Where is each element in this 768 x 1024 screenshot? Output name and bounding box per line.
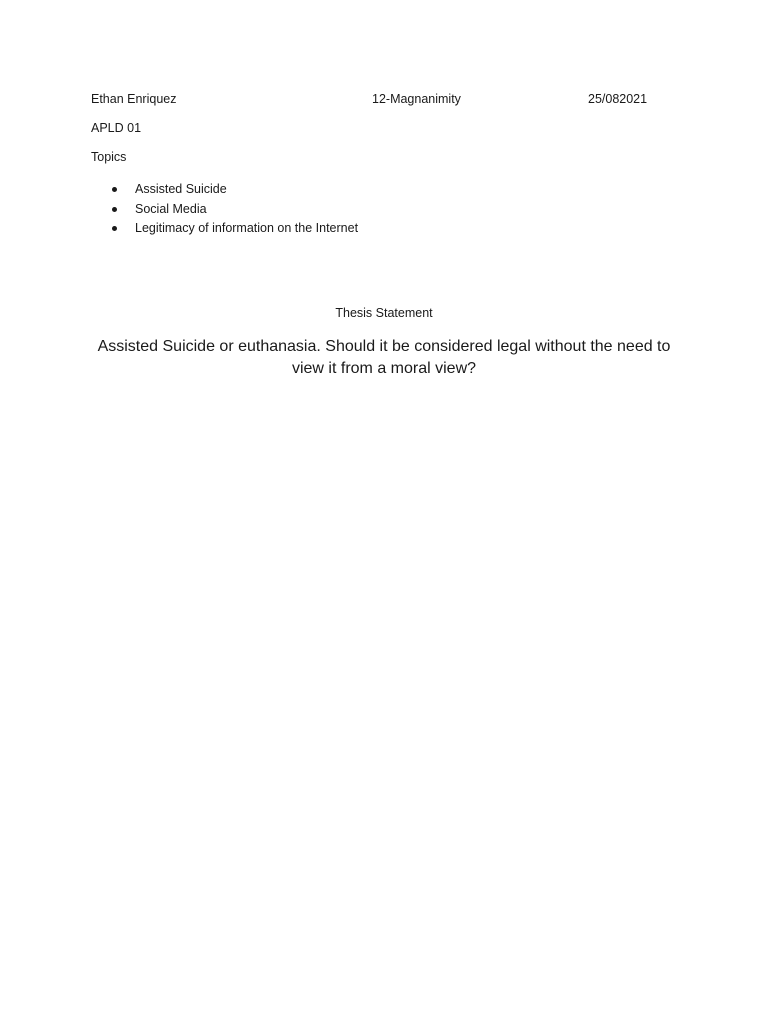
topic-label: Social Media (135, 201, 207, 216)
document-date: 25/082021 (588, 92, 648, 106)
bullet-icon (112, 207, 117, 212)
list-item (112, 219, 358, 239)
list-item (112, 180, 358, 200)
topics-heading: Topics (91, 150, 127, 164)
bullet-icon (112, 187, 117, 192)
document-header (91, 92, 691, 112)
student-section: 12-Magnanimity (372, 92, 461, 106)
thesis-heading: Thesis Statement (335, 306, 433, 320)
student-name: Ethan Enriquez (91, 92, 177, 106)
course-code: APLD 01 (91, 121, 142, 135)
topic-label: Assisted Suicide (135, 182, 227, 196)
topic-label: Legitimacy of information on the Internet (135, 221, 359, 235)
thesis-statement: Assisted Suicide or euthanasia. Should it be considered legal without the need to view it from a moral view? (97, 338, 671, 377)
bullet-icon (112, 226, 117, 231)
list-item (112, 200, 358, 220)
topics-list (112, 180, 358, 239)
